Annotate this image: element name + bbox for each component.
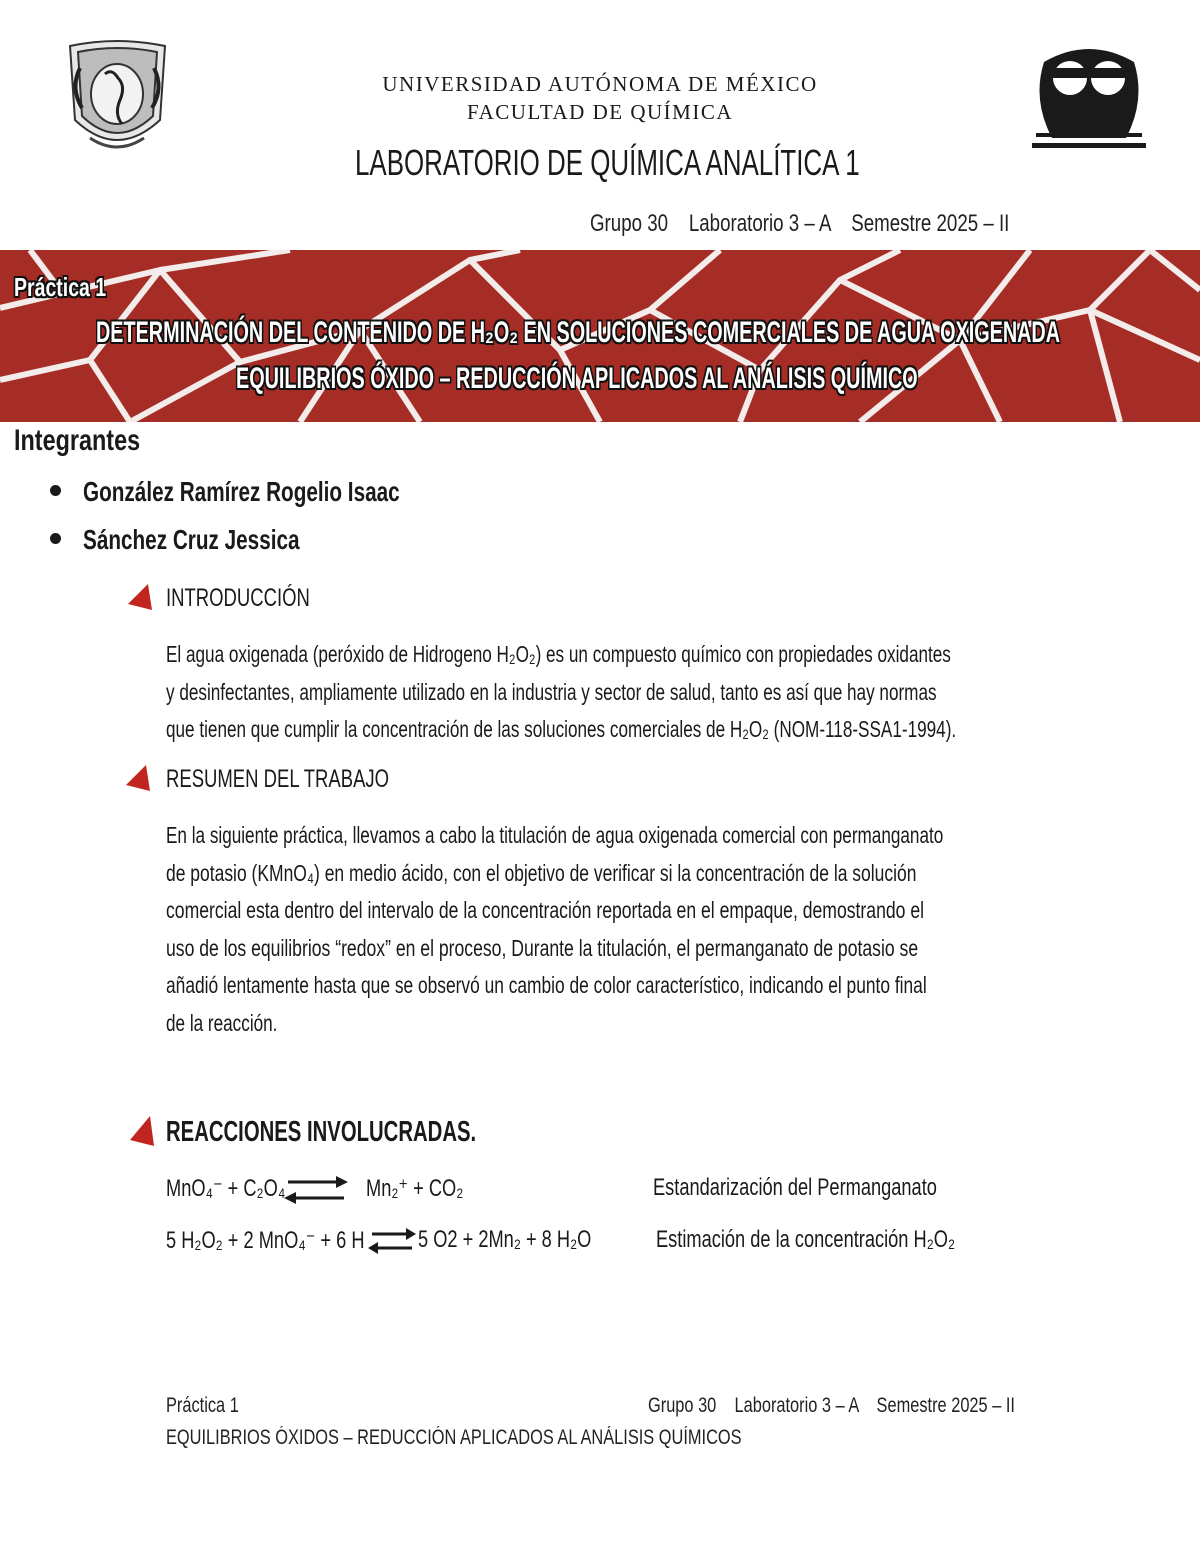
- red-triangle-icon: [126, 765, 150, 791]
- reaction-1-reactants: MnO₄⁻ + C₂O₄: [166, 1175, 286, 1202]
- summary-heading: RESUMEN DEL TRABAJO: [166, 765, 390, 793]
- reaction-1-label: Estandarización del Permanganato: [653, 1174, 937, 1201]
- footer-subtitle: EQUILIBRIOS ÓXIDOS – REDUCCIÓN APLICADOS AL ANÁLISIS QUÍMICOS: [166, 1426, 742, 1449]
- intro-paragraph: [166, 636, 1032, 749]
- paragraph-line: añadió lentamente hasta que se observó un cambio de color característico, indicando el punto final: [166, 972, 927, 998]
- equilibrium-arrow-icon: [282, 1172, 350, 1206]
- lab-title: LABORATORIO DE QUÍMICA ANALÍTICA 1: [355, 142, 860, 183]
- practice-subtitle: EQUILIBRIOS ÓXIDO – REDUCCIÓN APLICADOS AL ANÁLISIS QUÍMICO: [236, 362, 918, 395]
- paragraph-line: de potasio (KMnO₄) en medio ácido, con el objetivo de verificar si la concentración de la solución: [166, 859, 917, 886]
- member-list-item: [50, 524, 376, 556]
- practice-title: DETERMINACIÓN DEL CONTENIDO DE H₂O₂ EN SOLUCIONES COMERCIALES DE AGUA OXIGENADA: [96, 316, 1061, 349]
- red-triangle-icon: [130, 1116, 154, 1146]
- paragraph-line: El agua oxigenada (peróxido de Hidrogeno H₂O₂) es un compuesto químico con propiedades oxidantes: [166, 641, 951, 667]
- member-name: Sánchez Cruz Jessica: [83, 524, 300, 555]
- reaction-2-reactants: 5 H₂O₂ + 2 MnO₄⁻ + 6 H: [166, 1227, 365, 1254]
- paragraph-line: y desinfectantes, ampliamente utilizado en la industria y sector de salud, tanto es así que hay normas: [166, 678, 937, 705]
- bullet-icon: [50, 533, 61, 544]
- practica-label: Práctica 1: [14, 272, 107, 302]
- title-banner: [0, 250, 1200, 422]
- paragraph-line: que tienen que cumplir la concentración de las soluciones comerciales de H₂O₂ (NOM-118-SSA1-1994).: [166, 716, 957, 742]
- intro-heading: INTRODUCCIÓN: [166, 584, 310, 612]
- footer-group-info: Grupo 30 Laboratorio 3 – A Semestre 2025 – II: [648, 1394, 1015, 1417]
- member-list-item: [50, 476, 511, 508]
- member-name: González Ramírez Rogelio Isaac: [83, 476, 400, 507]
- faculty-name: FACULTAD DE QUÍMICA: [467, 100, 733, 124]
- paragraph-line: uso de los equilibrios “redox” en el proceso, Durante la titulación, el permanganato de potasio se: [166, 934, 919, 961]
- unam-seal-logo: [60, 38, 175, 160]
- bullet-icon: [50, 485, 61, 496]
- reaction-1-products: Mn₂⁺ + CO₂: [366, 1175, 464, 1202]
- group-info: Grupo 30 Laboratorio 3 – A Semestre 2025 – II: [590, 210, 1010, 237]
- summary-paragraph: [166, 817, 1032, 1042]
- equilibrium-arrow-icon: [366, 1226, 418, 1256]
- paragraph-line: de la reacción.: [166, 1009, 278, 1036]
- members-heading: Integrantes: [14, 424, 141, 457]
- paragraph-line: comercial esta dentro del intervalo de la concentración reportada en el empaque, demostrando el: [166, 897, 925, 923]
- footer-practica: Práctica 1: [166, 1394, 239, 1417]
- university-name: UNIVERSIDAD AUTÓNOMA DE MÉXICO: [382, 72, 818, 96]
- red-triangle-icon: [128, 584, 152, 610]
- reactions-heading: REACCIONES INVOLUCRADAS.: [166, 1116, 477, 1148]
- reaction-2-label: Estimación de la concentración H₂O₂: [656, 1226, 956, 1253]
- reaction-2-products: 5 O2 + 2Mn₂ + 8 H₂O: [418, 1226, 592, 1253]
- paragraph-line: En la siguiente práctica, llevamos a cabo la titulación de agua oxigenada comercial con permanganato: [166, 822, 944, 848]
